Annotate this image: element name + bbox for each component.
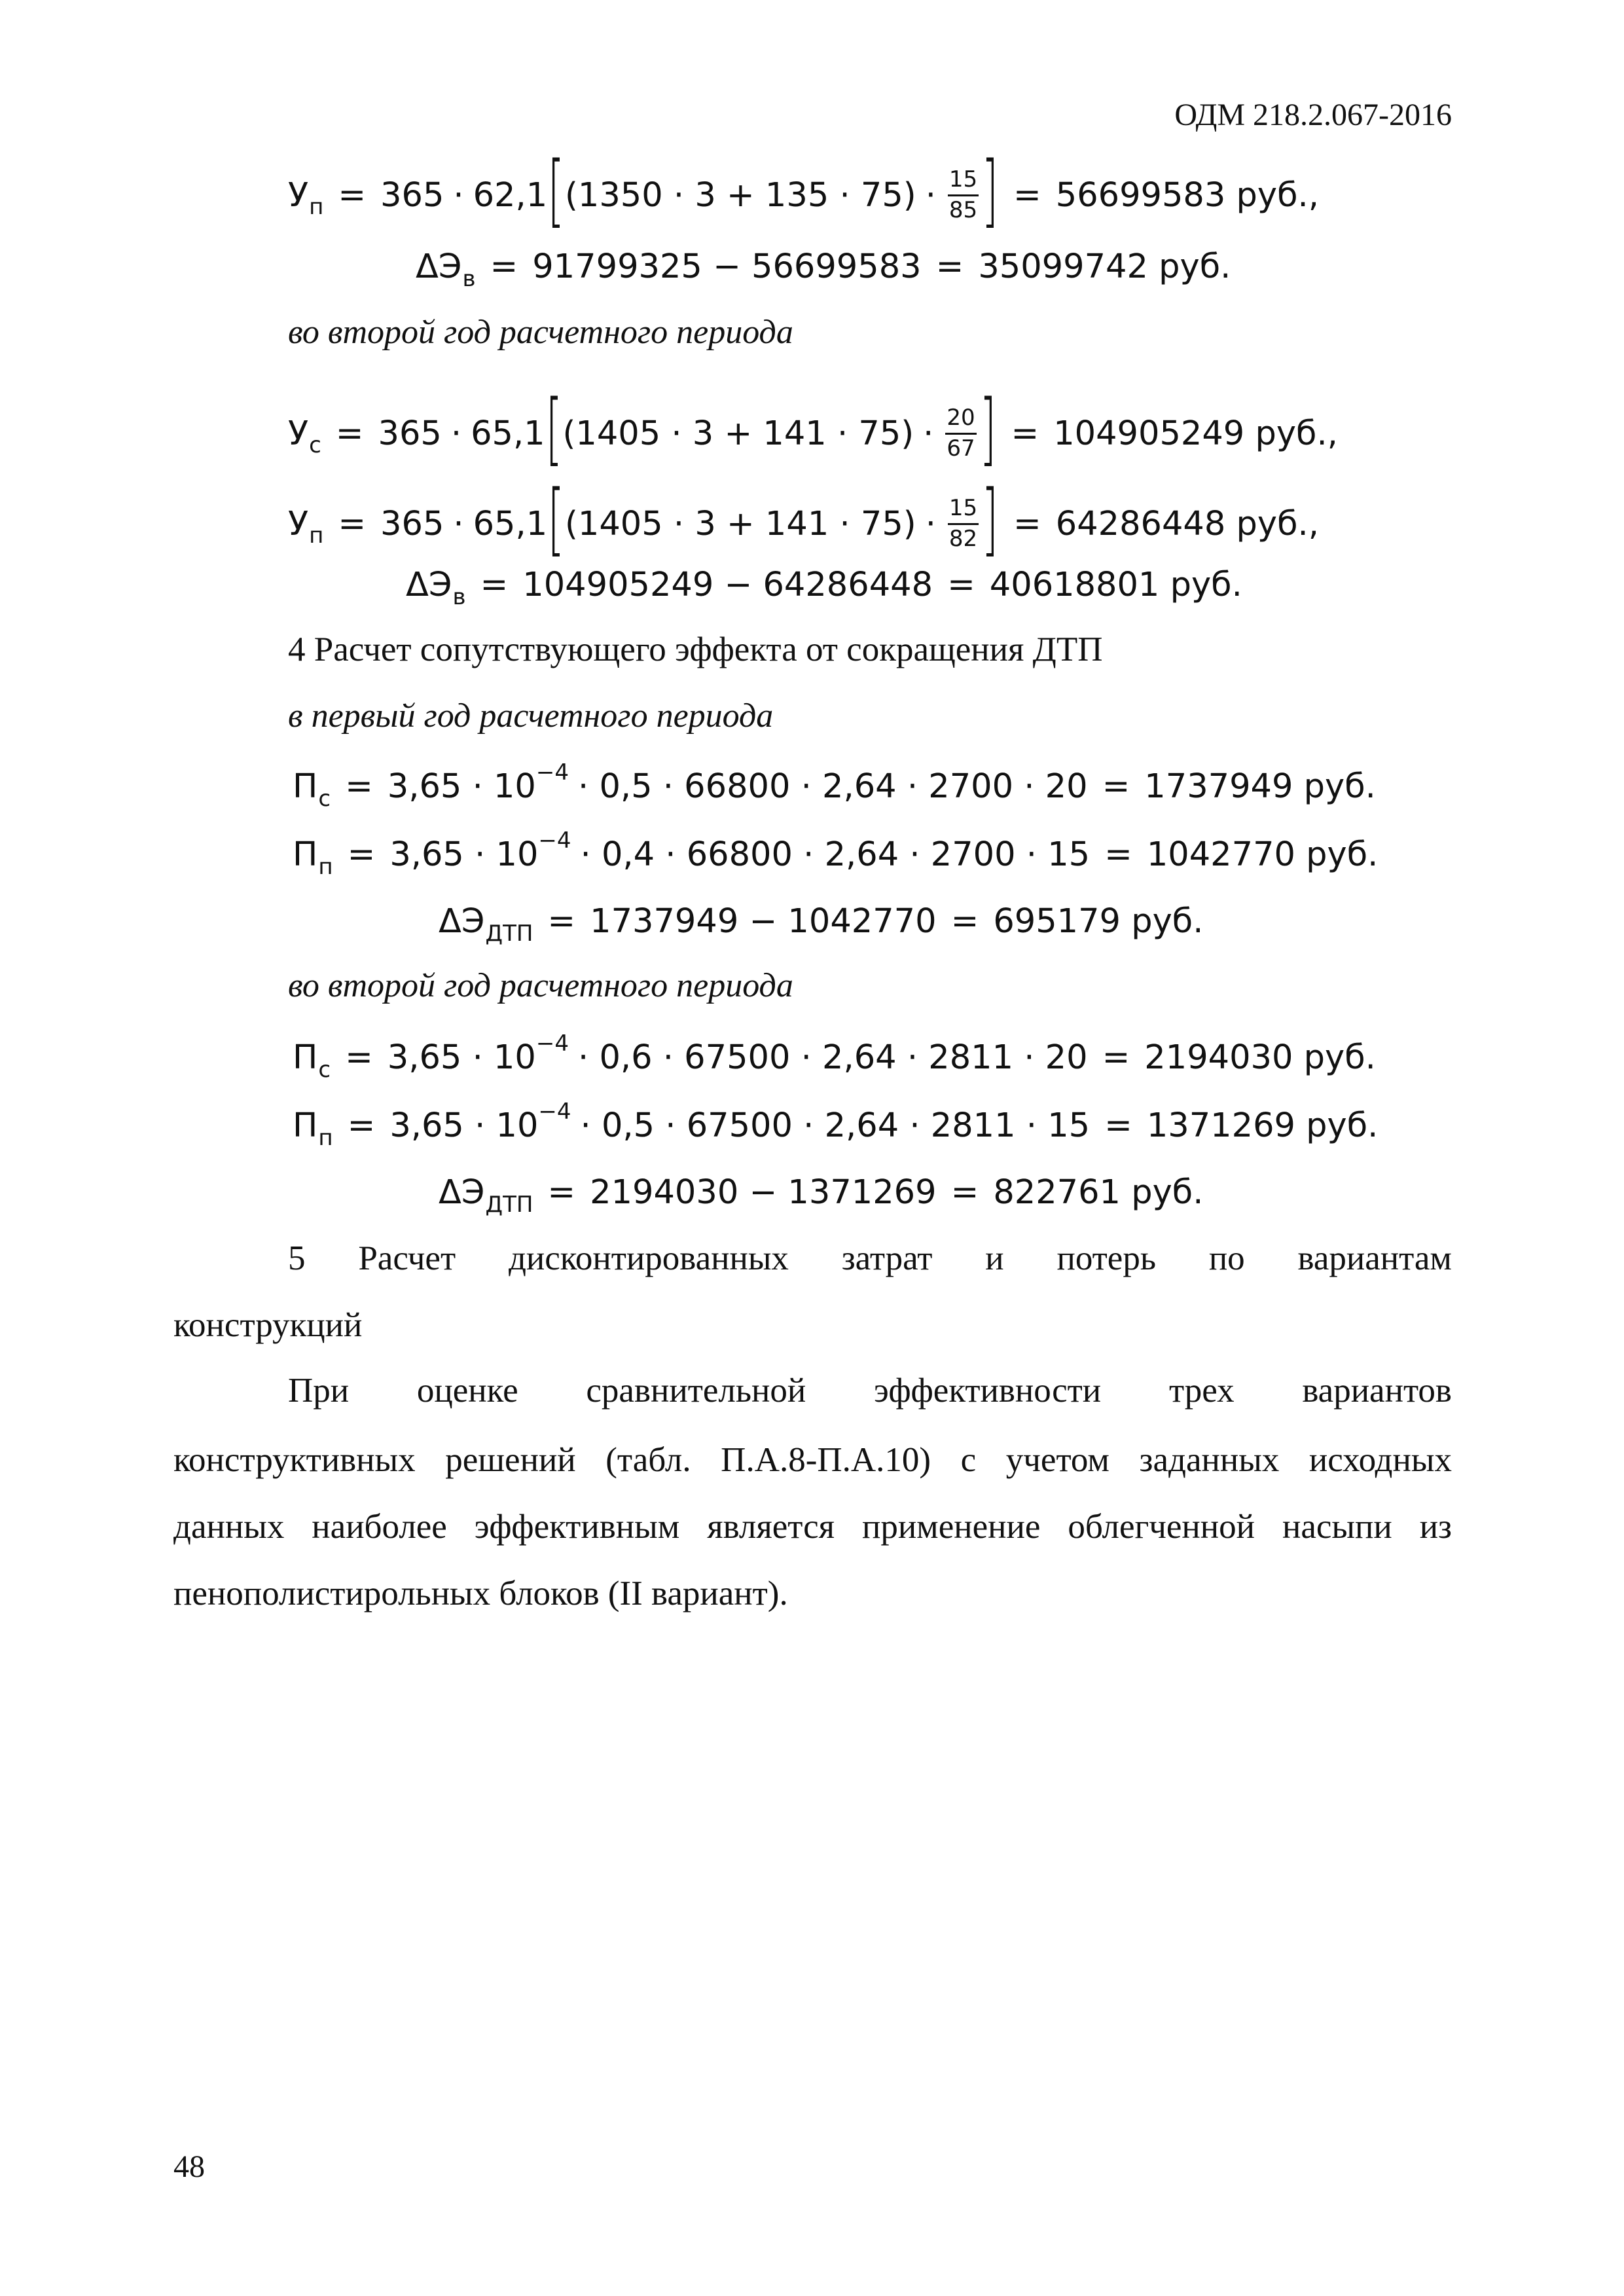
word: вариантов	[1302, 1372, 1452, 1410]
formula-exponent: −4	[535, 1030, 569, 1057]
formula-symbol: У	[288, 414, 309, 453]
word: по	[1208, 1239, 1245, 1277]
section-5-title	[288, 1241, 1452, 1276]
formula-subscript: ДТП	[485, 920, 533, 947]
formula-expression: 104905249 − 64286448	[522, 566, 933, 604]
formula-factor: 65,1	[473, 504, 548, 543]
formula-subscript: с	[309, 432, 321, 458]
formula-factor: 365	[378, 414, 442, 453]
formula-factor: 62,1	[473, 175, 548, 215]
formula-expression: · 0,4 · 66800 · 2,64 · 2700 · 15	[580, 835, 1091, 874]
page-number: 48	[173, 2149, 205, 2184]
conclusion-line	[288, 1374, 1452, 1408]
subheading-second-year: во второй год расчетного периода	[288, 967, 793, 1004]
formula-result: 695179 руб.	[993, 902, 1204, 941]
formula-symbol: У	[288, 175, 309, 215]
formula-effect-difference: ΔЭ в = 91799325 − 56699583 = 35099742 руб.	[416, 247, 1231, 292]
formula-expression: · 0,5 · 67500 · 2,64 · 2811 · 15	[580, 1106, 1091, 1145]
formula-inner-expression: (1350 · 3 + 135 · 75)	[565, 175, 916, 215]
formula-losses-design: У п = 365 · 65,1 [ (1405 · 3 + 141 · 75) · $\frac{15}{82}$ ] = 64286448 руб.,	[288, 474, 1319, 565]
formula-fraction: $\frac{20}{67}$	[947, 405, 975, 462]
formula-subscript: в	[462, 265, 476, 292]
formula-expression: 91799325 − 56699583	[532, 247, 922, 286]
formula-accident-losses-design: П п = 3,65 · 10 −4 · 0,4 · 66800 · 2,64 · 2700 · 15 = 1042770 руб.	[293, 827, 1379, 880]
formula-symbol: ΔЭ	[406, 566, 452, 604]
formula-subscript: п	[309, 194, 324, 220]
formula-symbol: ΔЭ	[439, 1173, 485, 1212]
formula-losses-existing: У с = 365 · 65,1 [ (1405 · 3 + 141 · 75) · $\frac{20}{67}$ ] = 104905249 руб.,	[288, 384, 1338, 475]
conclusion-line: пенополистирольных блоков (II вариант).	[173, 1575, 788, 1613]
word: При	[288, 1372, 350, 1410]
formula-symbol: ΔЭ	[439, 902, 485, 941]
formula-subscript: п	[309, 522, 324, 549]
word: эффективности	[874, 1372, 1102, 1410]
conclusion-line: данных наиболее эффективным является применение облегченной насыпи из	[173, 1508, 1452, 1546]
formula-expression: 3,65 · 10	[389, 835, 539, 874]
word: оценке	[416, 1372, 518, 1410]
formula-subscript: п	[318, 1124, 333, 1151]
formula-expression: 1737949 − 1042770	[590, 902, 937, 941]
word: вариантам	[1297, 1239, 1452, 1277]
formula-result: 1042770 руб.	[1146, 835, 1379, 874]
word: трех	[1168, 1372, 1235, 1410]
section-5-title-continuation: конструкций	[173, 1306, 363, 1344]
formula-result: 1737949 руб.	[1144, 767, 1376, 806]
formula-symbol: У	[288, 504, 309, 543]
formula-expression: · 0,6 · 67500 · 2,64 · 2811 · 20	[578, 1038, 1088, 1077]
formula-expression: · 0,5 · 66800 · 2,64 · 2700 · 20	[578, 767, 1088, 806]
formula-result: 56699583 руб.,	[1055, 175, 1319, 215]
formula-result: 40618801 руб.	[989, 566, 1242, 604]
formula-expression: 3,65 · 10	[387, 1038, 536, 1077]
word: дисконтированных	[508, 1239, 789, 1277]
formula-exponent: −4	[538, 1098, 571, 1125]
formula-subscript: ДТП	[485, 1191, 533, 1218]
word: Расчет	[358, 1239, 456, 1277]
formula-result: 64286448 руб.,	[1055, 504, 1319, 543]
formula-result: 2194030 руб.	[1144, 1038, 1376, 1077]
conclusion-line: конструктивных решений (табл. П.А.8-П.А.10) с учетом заданных исходных	[173, 1441, 1452, 1479]
formula-result: 35099742 руб.	[978, 247, 1231, 286]
formula-subscript: в	[452, 583, 466, 610]
formula-effect-difference: ΔЭ в = 104905249 − 64286448 = 40618801 руб.	[406, 566, 1242, 610]
formula-fraction: $\frac{15}{85}$	[948, 166, 978, 223]
formula-subscript: с	[318, 785, 331, 812]
section-5-title-line	[288, 1241, 1452, 1276]
word: затрат	[841, 1239, 933, 1277]
formula-subscript: с	[318, 1056, 331, 1083]
formula-factor: 365	[380, 175, 444, 215]
word: сравнительной	[586, 1372, 806, 1410]
subheading-second-year: во второй год расчетного периода	[288, 314, 793, 351]
formula-symbol: П	[293, 1038, 318, 1077]
formula-inner-expression: (1405 · 3 + 141 · 75)	[562, 414, 914, 453]
formula-symbol: П	[293, 767, 318, 806]
formula-expression: 3,65 · 10	[387, 767, 536, 806]
word: и	[985, 1239, 1004, 1277]
formula-expression: 3,65 · 10	[389, 1106, 539, 1145]
formula-subscript: п	[318, 853, 333, 880]
document-code-header: ОДМ 218.2.067-2016	[1174, 98, 1452, 132]
formula-factor: 65,1	[471, 414, 545, 453]
section-4-title: 4 Расчет сопутствующего эффекта от сокращения ДТП	[288, 630, 1103, 668]
formula-symbol: ΔЭ	[416, 247, 462, 286]
formula-symbol: П	[293, 835, 318, 874]
formula-result: 1371269 руб.	[1146, 1106, 1379, 1145]
formula-fraction: $\frac{15}{82}$	[948, 495, 978, 552]
formula-exponent: −4	[538, 827, 571, 854]
word: потерь	[1056, 1239, 1156, 1277]
formula-accident-losses-design: П п = 3,65 · 10 −4 · 0,5 · 67500 · 2,64 · 2811 · 15 = 1371269 руб.	[293, 1098, 1379, 1151]
conclusion-paragraph-first-line	[288, 1374, 1452, 1408]
formula-exponent: −4	[535, 759, 569, 786]
formula-accident-effect: ΔЭ ДТП = 1737949 − 1042770 = 695179 руб.	[439, 902, 1204, 947]
subheading-first-year: в первый год расчетного периода	[288, 697, 774, 735]
formula-result: 822761 руб.	[993, 1173, 1204, 1212]
formula-losses-design: У п = 365 · 62,1 [ (1350 · 3 + 135 · 75) · $\frac{15}{85}$ ] = 56699583 руб.,	[288, 145, 1319, 236]
formula-symbol: П	[293, 1106, 318, 1145]
formula-expression: 2194030 − 1371269	[590, 1173, 937, 1212]
formula-result: 104905249 руб.,	[1053, 414, 1338, 453]
formula-factor: 365	[380, 504, 444, 543]
formula-accident-losses-existing: П с = 3,65 · 10 −4 · 0,5 · 66800 · 2,64 · 2700 · 20 = 1737949 руб.	[293, 759, 1376, 812]
formula-accident-losses-existing: П с = 3,65 · 10 −4 · 0,6 · 67500 · 2,64 · 2811 · 20 = 2194030 руб.	[293, 1030, 1376, 1083]
word: 5	[288, 1239, 306, 1277]
formula-inner-expression: (1405 · 3 + 141 · 75)	[565, 504, 916, 543]
formula-accident-effect: ΔЭ ДТП = 2194030 − 1371269 = 822761 руб.	[439, 1173, 1204, 1218]
